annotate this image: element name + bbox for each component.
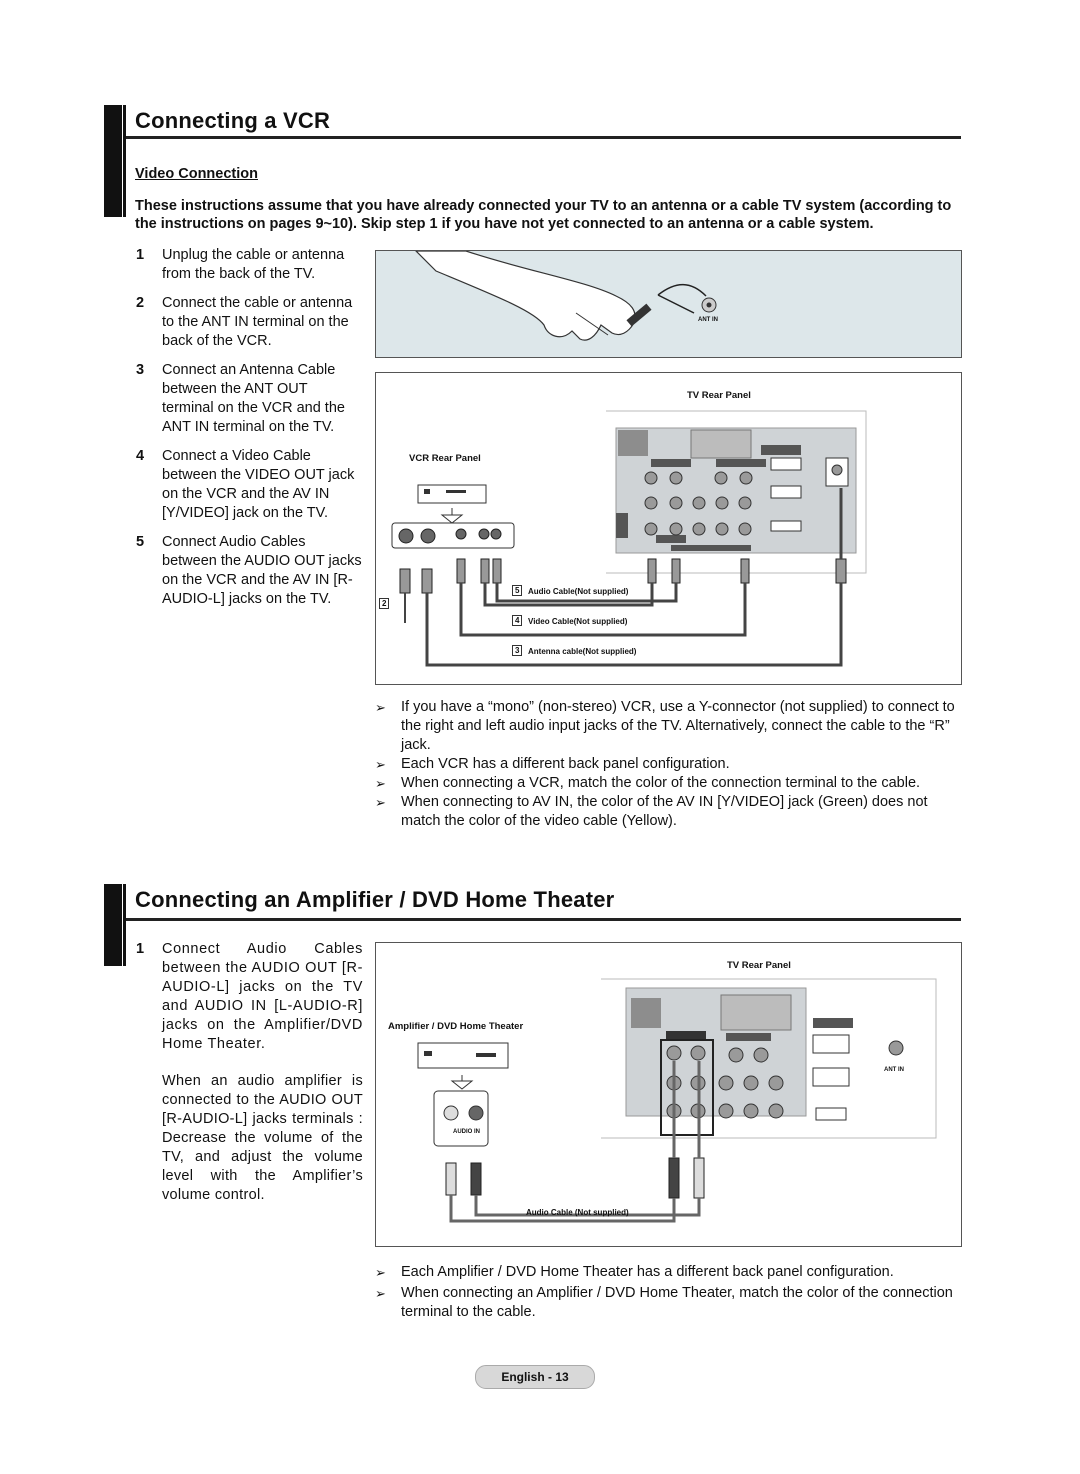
section-title-vcr: Connecting a VCR — [135, 108, 331, 133]
list-item: 5 Connect Audio Cables between the AUDIO OUT jacks on the VCR and the AV IN [R-AUDIO-L] jacks on the TV. — [136, 534, 362, 607]
callout-5-number: 5 — [512, 585, 522, 596]
list-item: 2 Connect the cable or antenna to the ANT IN terminal on the back of the VCR. — [136, 295, 353, 349]
section-bar-thin — [123, 105, 126, 217]
audio-in-label: AUDIO IN — [453, 1129, 480, 1135]
list-item: ➢ Each VCR has a different back panel configuration. — [375, 756, 730, 772]
amplifier-label: Amplifier / DVD Home Theater — [388, 1021, 524, 1032]
section-bar-thin — [123, 884, 126, 966]
amplifier-step-text: Connect Audio Cables between the AUDIO OUT [R-AUDIO-L] jacks on the TV and AUDIO IN [L-AUDIO-R] jacks on the Amplifier/DVD Home Theater. — [162, 941, 363, 1052]
list-item: ➢ Each Amplifier / DVD Home Theater has a different back panel configuration. — [375, 1264, 894, 1280]
tv-rear-panel-label: TV Rear Panel — [727, 960, 791, 971]
unplug-antenna-illustration — [375, 250, 962, 358]
section-bar — [104, 884, 122, 966]
amplifier-step: 1 Connect Audio Cables between the AUDIO OUT [R-AUDIO-L] jacks on the TV and AUDIO IN [L-AUDIO-R] jacks on the Amplifier/DVD Home Theater. When an audio amplifier is connected to the AUDIO OUT [R-AUDIO-L] jacks terminals : Decrease the volume of the TV, and adjust the volume level with the Amplifier’s volume control. — [136, 941, 363, 1203]
ant-in-label: ANT IN — [698, 317, 718, 323]
hand-illustration — [376, 251, 961, 357]
vcr-wiring-drawing — [376, 373, 961, 684]
list-item: 4 Connect a Video Cable between the VIDEO OUT jack on the VCR and the AV IN [Y/VIDEO] jack on the TV. — [136, 448, 355, 521]
video-connection-heading: Video Connection — [135, 166, 258, 182]
section-rule — [126, 918, 961, 921]
list-item: ➢ When connecting a VCR, match the color of the connection terminal to the cable. — [375, 775, 921, 791]
list-item: ➢ If you have a “mono” (non-stereo) VCR, use a Y-connector (not supplied) to connect to the right and left audio input jacks of the TV. Alternatively, connect the cable to the “R” jack. — [375, 699, 955, 753]
vcr-rear-panel-label: VCR Rear Panel — [409, 453, 481, 464]
vcr-connection-diagram — [375, 372, 962, 685]
tv-rear-panel-label: TV Rear Panel — [687, 390, 751, 401]
list-item: 3 Connect an Antenna Cable between the ANT OUT terminal on the VCR and the ANT IN terminal on the TV. — [136, 362, 345, 435]
list-item: ➢ When connecting to AV IN, the color of the AV IN [Y/VIDEO] jack (Green) does not match the color of the video cable (Yellow). — [375, 794, 928, 829]
video-cable-label: Video Cable(Not supplied) — [528, 617, 628, 626]
amplifier-notes-list — [375, 1263, 960, 1322]
section-title-amplifier: Connecting an Amplifier / DVD Home Theater — [135, 887, 615, 912]
ant-in-label: ANT IN — [884, 1067, 904, 1073]
list-item: 1 Unplug the cable or antenna from the back of the TV. — [136, 247, 345, 282]
intro-paragraph: These instructions assume that you have already connected your TV to an antenna or a cable TV system (according to the instructions on pages 9~10). Skip step 1 if you have not yet connected to an antenna or a cable system. — [135, 198, 952, 232]
callout-2: 2 — [379, 598, 389, 609]
list-item: ➢ When connecting an Amplifier / DVD Home Theater, match the color of the connection terminal to the cable. — [375, 1285, 953, 1320]
antenna-cable-label: Antenna cable(Not supplied) — [528, 647, 637, 656]
vcr-notes-list — [375, 698, 960, 831]
section-bar — [104, 105, 122, 217]
callout-3-number: 3 — [512, 645, 522, 656]
audio-cable-label: Audio Cable (Not supplied) — [526, 1208, 629, 1217]
amplifier-wiring-drawing — [376, 943, 961, 1246]
vcr-steps-list — [136, 246, 362, 619]
amplifier-connection-diagram — [375, 942, 962, 1247]
amplifier-step-note: When an audio amplifier is connected to the AUDIO OUT [R-AUDIO-L] jacks terminals : Decrease the volume of the TV, and adjust the volume level with the Amplifier’s volume control. — [162, 1073, 363, 1203]
section-rule — [126, 136, 961, 139]
audio-cable-label: Audio Cable(Not supplied) — [528, 587, 629, 596]
callout-4-number: 4 — [512, 615, 522, 626]
page-number-badge: English - 13 — [475, 1365, 595, 1389]
